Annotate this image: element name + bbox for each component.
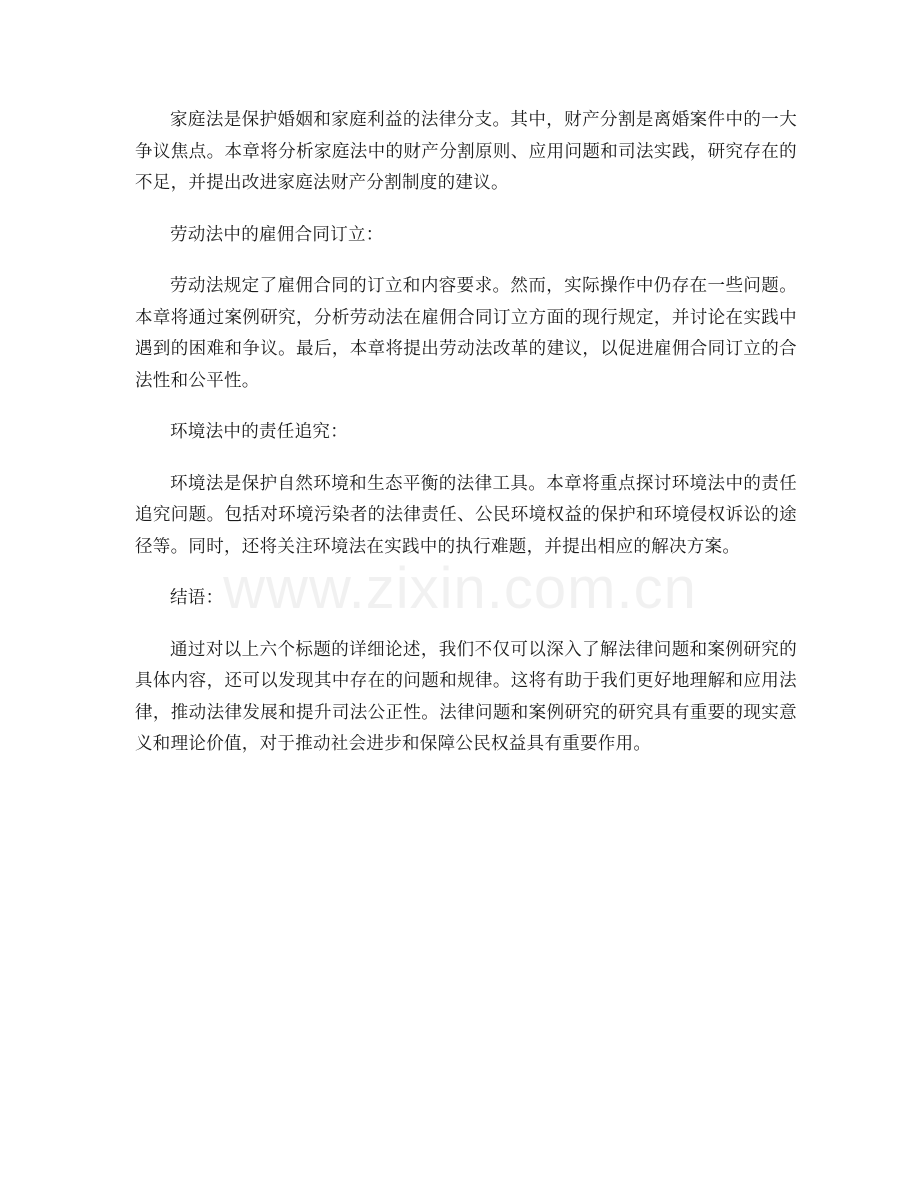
heading-labor-law: 劳动法中的雇佣合同订立：: [170, 224, 384, 245]
heading-conclusion: 结语：: [170, 588, 224, 608]
paragraph-family-law: 家庭法是保护婚姻和家庭利益的法律分支。其中，财产分割是离婚案件中的一大争议焦点。本章将分析家庭法中的财产分割原则、应用问题和司法实践，研究存在的不足，并提出改进家庭法财产分割制度的建议。: [135, 110, 797, 193]
paragraph-environmental-law: 环境法是保护自然环境和生态平衡的法律工具。本章将重点探讨环境法中的责任追究问题。包括对环境污染者的法律责任、公民环境权益的保护和环境侵权诉讼的途径等。同时，还将关注环境法在实践中的执行难题，并提出相应的解决方案。: [135, 473, 797, 557]
watermark: www.zixin.com.cn: [223, 556, 697, 621]
paragraph-labor-law: 劳动法规定了雇佣合同的订立和内容要求。然而，实际操作中仍存在一些问题。本章将通过案例研究，分析劳动法在雇佣合同订立方面的现行规定，并讨论在实践中遇到的困难和争议。最后，本章将提出劳动法改革的建议，以促进雇佣合同订立的合法性和公平性。: [135, 276, 797, 391]
heading-environmental-law: 环境法中的责任追究：: [170, 422, 348, 442]
document-body: [135, 105, 797, 781]
paragraph-conclusion: 通过对以上六个标题的详细论述，我们不仅可以深入了解法律问题和案例研究的具体内容，还可以发现其中存在的问题和规律。这将有助于我们更好地理解和应用法律，推动法律发展和提升司法公正性。法律问题和案例研究的研究具有重要的现实意义和理论价值，对于推动社会进步和保障公民权益具有重要作用。: [135, 639, 797, 754]
